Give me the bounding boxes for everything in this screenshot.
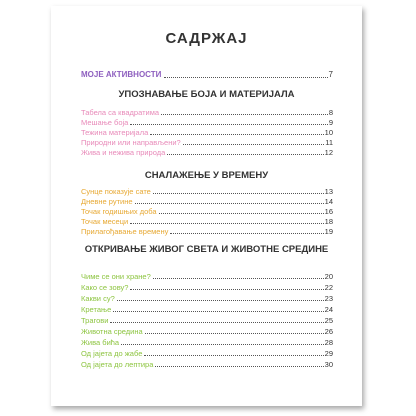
- section-heading-colors: УПОЗНАВАЊЕ БОЈА И МАТЕРИЈАЛА: [118, 89, 295, 100]
- dot-leader: [117, 299, 324, 301]
- toc-entry: [81, 117, 333, 127]
- document-page: [51, 6, 362, 406]
- toc-entry-page: 25: [324, 316, 333, 325]
- toc-entry-label: Какви су?: [81, 294, 115, 303]
- toc-entry-page: 13: [324, 187, 333, 196]
- page-title: САДРЖАЈ: [165, 30, 248, 47]
- toc-entry: [81, 293, 333, 303]
- toc-entry: [81, 186, 333, 196]
- toc-entry: [81, 206, 333, 216]
- toc-entry-page: 30: [324, 360, 333, 369]
- toc-entry-page: 10: [324, 128, 333, 137]
- toc-entry-label: Дневне рутине: [81, 197, 133, 206]
- dot-leader: [144, 354, 323, 356]
- toc-entry: [81, 348, 333, 358]
- toc-entry-label: Од јајета до лептира: [81, 360, 154, 369]
- dot-leader: [121, 343, 324, 345]
- toc-entry-label: Природни или направљени?: [81, 138, 181, 147]
- dot-leader: [153, 192, 324, 194]
- toc-entry-page: 14: [324, 197, 333, 206]
- dot-leader: [161, 113, 328, 115]
- toc-entry-page: 11: [325, 138, 333, 147]
- toc-entry-page: 16: [324, 207, 333, 216]
- toc-entry-label: Жива и нежива природа: [81, 148, 166, 157]
- toc-entry: [81, 147, 333, 157]
- toc-entry: [81, 107, 333, 117]
- dot-leader: [130, 288, 323, 290]
- toc-entry-label: Мешање боја: [81, 118, 129, 127]
- dot-leader: [135, 202, 324, 204]
- toc-entry: [81, 304, 333, 314]
- dot-leader: [110, 321, 323, 323]
- toc-entry-label: Тежина материјала: [81, 128, 149, 137]
- toc-entry-my-activities: [81, 68, 333, 80]
- dot-leader: [155, 365, 323, 367]
- toc-entry-page: 9: [328, 118, 333, 127]
- toc-entry: [81, 127, 333, 137]
- toc-entry-label: Од јајета до жабе: [81, 349, 143, 358]
- dot-leader: [164, 76, 327, 78]
- toc-entry-label: Сунце показује сате: [81, 187, 151, 196]
- toc-entry: [81, 216, 333, 226]
- dot-leader: [150, 133, 323, 135]
- toc-entry: [81, 282, 333, 292]
- toc-entry-page: 8: [328, 108, 333, 117]
- toc-entry-page: 23: [324, 294, 333, 303]
- toc-entry: [81, 226, 333, 236]
- toc-entry: [81, 315, 333, 325]
- toc-entry-label: Трагови: [81, 316, 109, 325]
- toc-entry-label: Прилагођавање времену: [81, 227, 169, 236]
- toc-entry-page: 22: [324, 283, 333, 292]
- toc-entry-page: 20: [324, 272, 333, 281]
- dot-leader: [159, 212, 324, 214]
- toc-entry-page: 26: [324, 327, 333, 336]
- toc-entry: [81, 326, 333, 336]
- dot-leader: [167, 153, 323, 155]
- toc-entry: [81, 196, 333, 206]
- toc-entry-page: 19: [324, 227, 333, 236]
- dot-leader: [145, 332, 324, 334]
- dot-leader: [170, 232, 323, 234]
- section-heading-time: СНАЛАЖЕЊЕ У ВРЕМЕНУ: [144, 170, 269, 181]
- toc-entry-page: 28: [324, 338, 333, 347]
- toc-entry-label: Точак месеци: [81, 217, 129, 226]
- dot-leader: [183, 143, 324, 145]
- toc-entry-label: МОЈЕ АКТИВНОСТИ: [81, 70, 162, 79]
- toc-entry-page: 24: [324, 305, 333, 314]
- toc-entry-label: Како се зову?: [81, 283, 129, 292]
- dot-leader: [130, 222, 323, 224]
- dot-leader: [113, 310, 323, 312]
- toc-entry-page: 29: [324, 349, 333, 358]
- toc-entry: [81, 137, 333, 147]
- toc-entry-label: Жива бића: [81, 338, 120, 347]
- toc-entry-page: 12: [324, 148, 333, 157]
- toc-entry-label: Чиме се они хране?: [81, 272, 151, 281]
- toc-entry-page: 7: [328, 70, 333, 79]
- toc-entry-label: Кретање: [81, 305, 112, 314]
- toc-entry: [81, 271, 333, 281]
- toc-entry-label: Табела са квадратима: [81, 108, 160, 117]
- toc-entry: [81, 359, 333, 369]
- section-heading-living-world: ОТКРИВАЊЕ ЖИВОГ СВЕТА И ЖИВОТНЕ СРЕДИНЕ: [84, 244, 329, 255]
- toc-entry: [81, 337, 333, 347]
- toc-entry-label: Точак годишњих доба: [81, 207, 157, 216]
- toc-entry-page: 18: [324, 217, 333, 226]
- toc-entry-label: Животна средина: [81, 327, 143, 336]
- dot-leader: [153, 277, 324, 279]
- dot-leader: [130, 123, 327, 125]
